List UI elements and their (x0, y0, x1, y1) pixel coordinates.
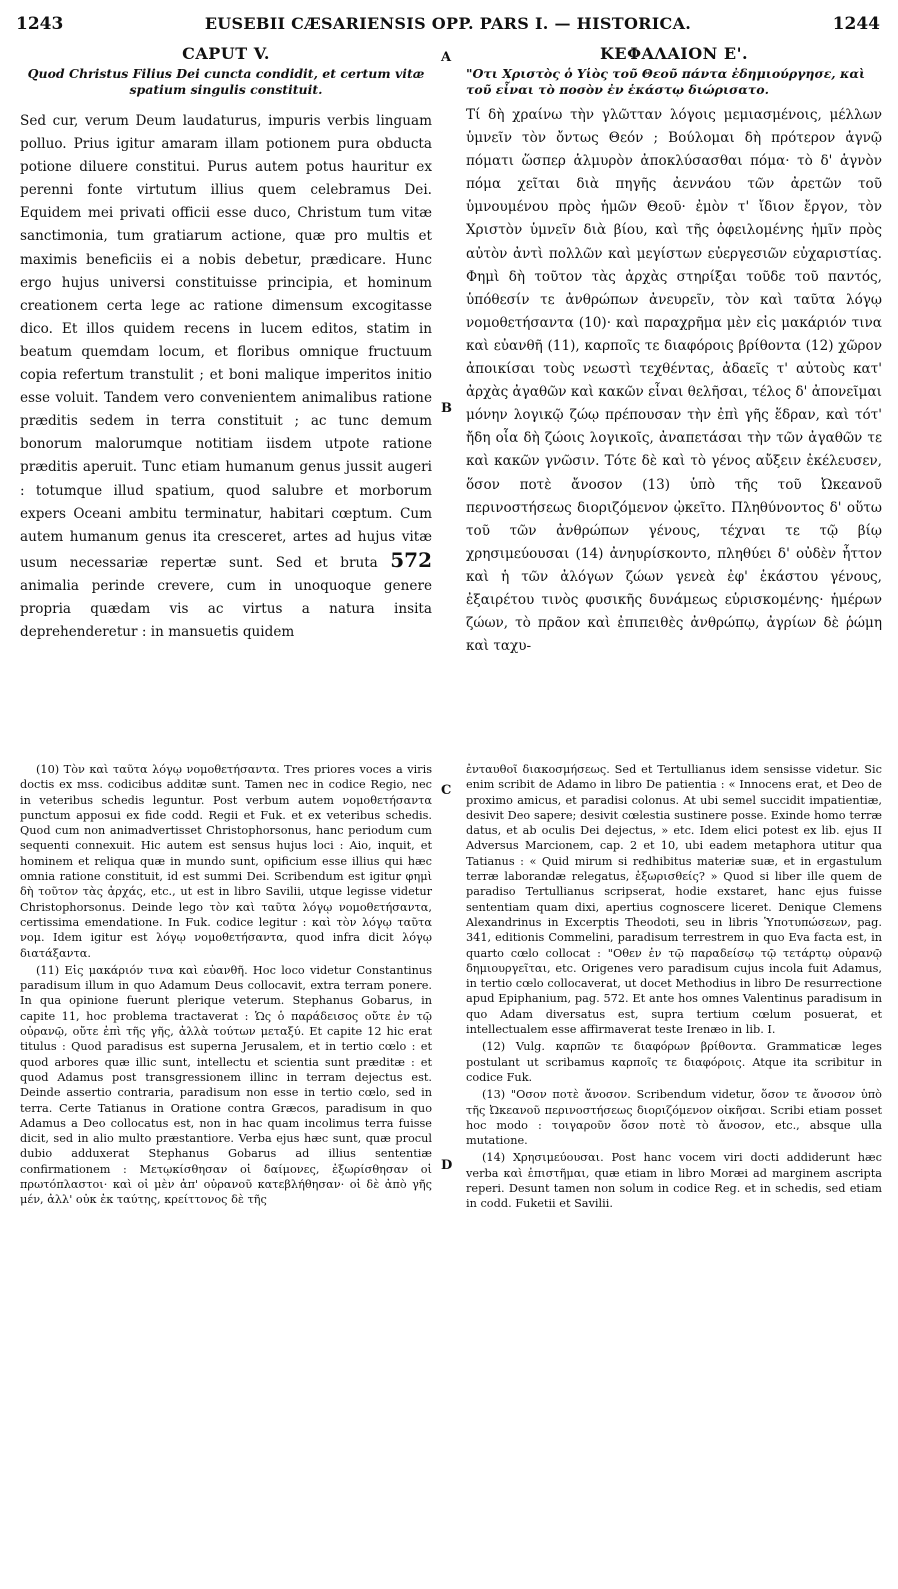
margin-letter-a: A (441, 50, 452, 65)
footnote-12: (12) Vulg. καρπῶν τε διαφόρων βρίθοντα. Grammaticæ leges postulant ut scribamus καρποῖς τε διαφόροις. Atque ita scribitur in codice Fuk. (466, 1040, 882, 1084)
footnote-13: (13) "Οσον ποτὲ ἄνοσον. Scribendum videtur, ὅσον τε ἄνοσον ὑπὸ τῆς Ὠκεανοῦ περινοστήσεως διοριζόμενον οἰκῆσαι. Scribi etiam posset hoc modo : τοιγαροῦν ὅσον ποτὲ τὸ ἄνοσον, etc., absque ulla mutatione. (466, 1088, 882, 1148)
latin-column (20, 44, 432, 644)
page-marker-572: 572 (390, 547, 432, 572)
footnote-14: (14) Χρησιμεύουσαι. Post hanc vocem viri docti addiderunt hæc verba καὶ ἐπιστῆμαι, quæ etiam in libro Moræi ad marginem ascripta reperi. Desunt tamen non solum in codice Reg. et in schedis, sed etiam in codd. Fuketii et Savilii. (466, 1151, 882, 1211)
margin-letter-d: D (441, 1158, 453, 1173)
page-header (16, 14, 880, 38)
latin-chapter-subtitle: Quod Christus Filius Dei cuncta condidit, et certum vitæ spatium singulis constituit. (27, 66, 425, 97)
greek-chapter-subtitle: "Οτι Χριστὸς ὁ Υἱὸς τοῦ Θεοῦ πάντα ἐδημιούργησε, καὶ τοῦ εἶναι τὸ ποσὸν ἐν ἑκάστῳ διώρισατο. (466, 66, 866, 97)
page-number-left: 1243 (16, 14, 64, 34)
greek-body-text: Τί δὴ χραίνω τὴν γλῶτταν λόγοις μεμιασμένοις, μέλλων ὑμνεῖν τὸν ὄντως Θεόν ; Βούλομαι δὴ πρότερον ἁγνῷ πόματι ὥσπερ ἁλμυρὸν ἀποκλύσασθαι πόμα· τὸ δ' ἁγνὸν πόμα χεῖται διὰ πηγῆς ἀεννάου τῶν ἀρετῶν τοῦ ὑμνουμένου πρὸς ἡμῶν Θεοῦ· ἐμὸν τ' ἴδιον ἔργον, τὸν Χριστὸν ὑμνεῖν διὰ βίου, καὶ τῆς ὀφειλομένης ἡμῖν πρὸς αὐτὸν ἀντὶ πολλῶν καὶ μεγίστων εὐεργεσιῶν εὐχαριστίας. Φημὶ δὴ τοῦτον τὰς ἀρχὰς στηρίξαι τοῦδε τοῦ παντός, ὑπόθεσίν τε ἀνθρώπων ἀνευρεῖν, τὸν καὶ ταῦτα λόγῳ νομοθετήσαντα (10)· καὶ παραχρῆμα μὲν εἰς μακάριόν τινα καὶ εὐανθῆ (11), καρποῖς τε διαφόροις βρίθοντα (12) χῶρον ἀποικίσαι τοὺς νεωστὶ τεχθέντας, ἀδαεῖς τ' αὐτοὺς κατ' ἀρχὰς ἀγαθῶν καὶ κακῶν εἶναι θελῆσαι, τέλος δ' ἀπονεῖμαι μόνην λογικῷ ζώῳ πρέπουσαν τὴν ἐπὶ γῆς ἕδραν, καὶ τότ' ἤδη οἷα δὴ ζώοις λογικοῖς, ἀναπετάσαι τὴν τῶν ἀγαθῶν τε καὶ κακῶν γνῶσιν. Τότε δὲ καὶ τὸ γένος αὔξειν ἐκέλευσεν, ὅσον ποτὲ ἄνοσον (13) ὑπὸ τῆς τοῦ Ὠκεανοῦ περινοστήσεως διοριζόμενον ᾠκεῖτο. Πληθύνοντος δ' οὕτω τοῦ τῶν ἀνθρώπων γένους, τέχναι τε τῷ βίῳ χρησιμεύουσαι (14) ἀνηυρίσκοντο, πληθύει δ' οὐδὲν ἧττον καὶ ἡ τῶν ἀλόγων ζώων γενεὰ ἐφ' ἑκάστου γένους, ἐξαιρέτου τινὸς φυσικῆς δυνάμεως εὑρισκομένης· ἡμέρων ζώων, τὸ πρᾶον καὶ ἐπιπειθὲς ἀνθρώπῳ, ἀγρίων δὲ ῥώμη καὶ ταχυ- (466, 107, 882, 655)
footnote-10: (10) Τὸν καὶ ταῦτα λόγῳ νομοθετήσαντα. Tres priores voces a viris doctis ex mss. codicibus additæ sunt. Tamen nec in codice Regio, nec in veteribus schedis leguntur. Post verbum autem νομοθετήσαντα punctum apposui ex fide codd. Regii et Fuk. et ex veteribus schedis. Quod cum non animadvertisset Christophorsonus, hanc periodum cum sequenti connexuit. Hic autem est sensus hujus loci : Aio, inquit, et hominem et reliqua quæ in mundo sunt, opificium esse illius qui hæc omnia ratione constituit, id est summi Dei. Scribendum est igitur φημὶ δὴ τοῦτον τὰς ἀρχάς, etc., ut est in libro Savilii, utque legisse videtur Christophorsonus. Deinde lego τὸν καὶ ταῦτα λόγῳ νομοθετήσαντα, certissima emendatione. In Fuk. codice legitur : καὶ τὸν λόγῳ ταῦτα νομ. Idem igitur est λόγῳ νομοθετήσαντα, quod infra dicit λόγῳ διατάξαντα. (20, 763, 432, 960)
margin-letter-c: C (441, 783, 452, 798)
footnote-11-continued: ἐνταυθοῖ διακοσμήσεως. Sed et Tertullianus idem sensisse videtur. Sic enim scribit de Adamo in libro De patientia : « Innocens erat, et Deo de proximo amicus, et paradisi colonus. At ubi semel succidit impatientiæ, desivit Deo sapere; desivit cœlestia sustinere posse. Exinde homo terræ datus, et ab oculis Dei dejectus, » etc. Idem elici potest ex lib. ejus II Adversus Marcionem, cap. 2 et 10, ubi eadem metaphora utitur qua Tatianus : « Quid mirum si redhibitus materiæ suæ, et in ergastulum terræ laborandæ relegatus, ἐξωρισθείς? » Quod si liber ille quem de paradiso Tertullianus scripserat, hodie exstaret, hanc ejus fuisse sententiam quam dixi, apertius cognoscere liceret. Denique Clemens Alexandrinus in Excerptis Theodoti, seu in libris Ὑποτυπώσεων, pag. 341, editionis Commelini, paradisum terrestrem in quo Eva facta est, in quarto cœlo collocat : "Οθεν ἐν τῷ παραδείσῳ τῷ τετάρτῳ οὐρανῷ δημιουργεῖται, etc. Origenes vero paradisum cujus incola fuit Adamus, in tertio cœlo collocaverat, ut docet Methodius in libro De resurrectione apud Epiphanium, pag. 572. Et ante hos omnes Valentinus paradisum in quo Adam diversatus est, supra tertium cœlum posuerat, et intellectualem esse affirmaverat teste Irenæo in lib. I. (466, 763, 882, 1037)
latin-text-part-2: animalia perinde crevere, cum in unoquoque genere propria quædam vis ac virtus a natura insita deprehenderetur : in mansuetis quidem (20, 577, 432, 641)
latin-chapter-heading: CAPUT V. (182, 44, 270, 63)
footnotes-right (466, 762, 882, 1214)
running-title: EUSEBII CÆSARIENSIS OPP. PARS I. — HISTORICA. (204, 14, 692, 33)
footnote-11: (11) Εἰς μακάριόν τινα καὶ εὐανθῆ. Hoc loco videtur Constantinus paradisum illum in quo Adamum Deus collocavit, extra terram ponere. In qua opinione fuerunt plerique veterum. Stephanus Gobarus, in capite 11, hoc problema tractaverat : Ὡς ὁ παράδεισος οὔτε ἐν τῷ οὐρανῷ, οὔτε ἐπὶ τῆς γῆς, ἀλλὰ τούτων μεταξύ. Et capite 12 hic erat titulus : Quod paradisus est superna Jerusalem, et in tertio cœlo : et quod arbores quæ illic sunt, intellectu et scientia sunt præditæ : et quod Adamus post transgressionem illinc in terram dejectus est. Deinde assertio contraria, paradisum non esse in tertio cœlo, sed in terra. Certe Tatianus in Oratione contra Græcos, paradisum in quo Adamus a Deo collocatus est, non in hac quam incolimus terra fuisse dicit, sed in alio multo præstantiore. Verba ejus hæc sunt, quæ procul dubio adduxerat Stephanus Gobarus ad illius sententiæ confirmationem : Μετῳκίσθησαν οἱ δαίμονες, ἐξωρίσθησαν οἱ πρωτόπλαστοι· καὶ οἱ μὲν ἀπ' οὐρανοῦ κατεβλήθησαν· οἱ δὲ ἀπὸ γῆς μέν, ἀλλ' οὐκ ἐκ ταύτης, κρείττονος δὲ τῆς (20, 963, 432, 1207)
margin-letter-b: B (441, 401, 452, 416)
latin-body-text (20, 110, 432, 644)
greek-column (466, 44, 882, 658)
page-number-right: 1244 (832, 14, 880, 34)
latin-text-part-1: Sed cur, verum Deum laudaturus, impuris verbis linguam polluo. Prius igitur amaram illam potionem pura obducta potione diluere constitui. Purus autem potus hauritur ex perenni fonte virtutum illius quem celebramus Dei. Equidem mei privati officii esse duco, Christum tum vitæ sanctimonia, tum gratiarum actione, quæ pro multis et maximis beneficiis ei a nobis debetur, prædicare. Hunc ergo hujus universi constituisse principia, et hominum creationem certa lege ac ratione dimensum excogitasse dico. Et illos quidem recens in lucem editos, statim in beatum quemdam locum, et floribus omnique fructuum copia refertum transtulit ; et boni malique imperitos initio esse voluit. Tandem vero convenientem animalibus ratione præditis sedem in terra constituit ; ac tunc demum bonorum malorumque notitiam iisdem utpote ratione præditis aperuit. Tunc etiam humanum genus jussit augeri : totumque illud spatium, quod salubre et morborum expers Oceani ambitu terminatur, habitari cœptum. Cum autem humanum genus ita cresceret, artes ad hujus vitæ usum necessariæ repertæ sunt. Sed et bruta (20, 113, 432, 571)
footnotes-left (20, 762, 432, 1210)
greek-chapter-heading: ΚΕΦΑΛΑΙΟΝ Ε'. (599, 44, 749, 63)
